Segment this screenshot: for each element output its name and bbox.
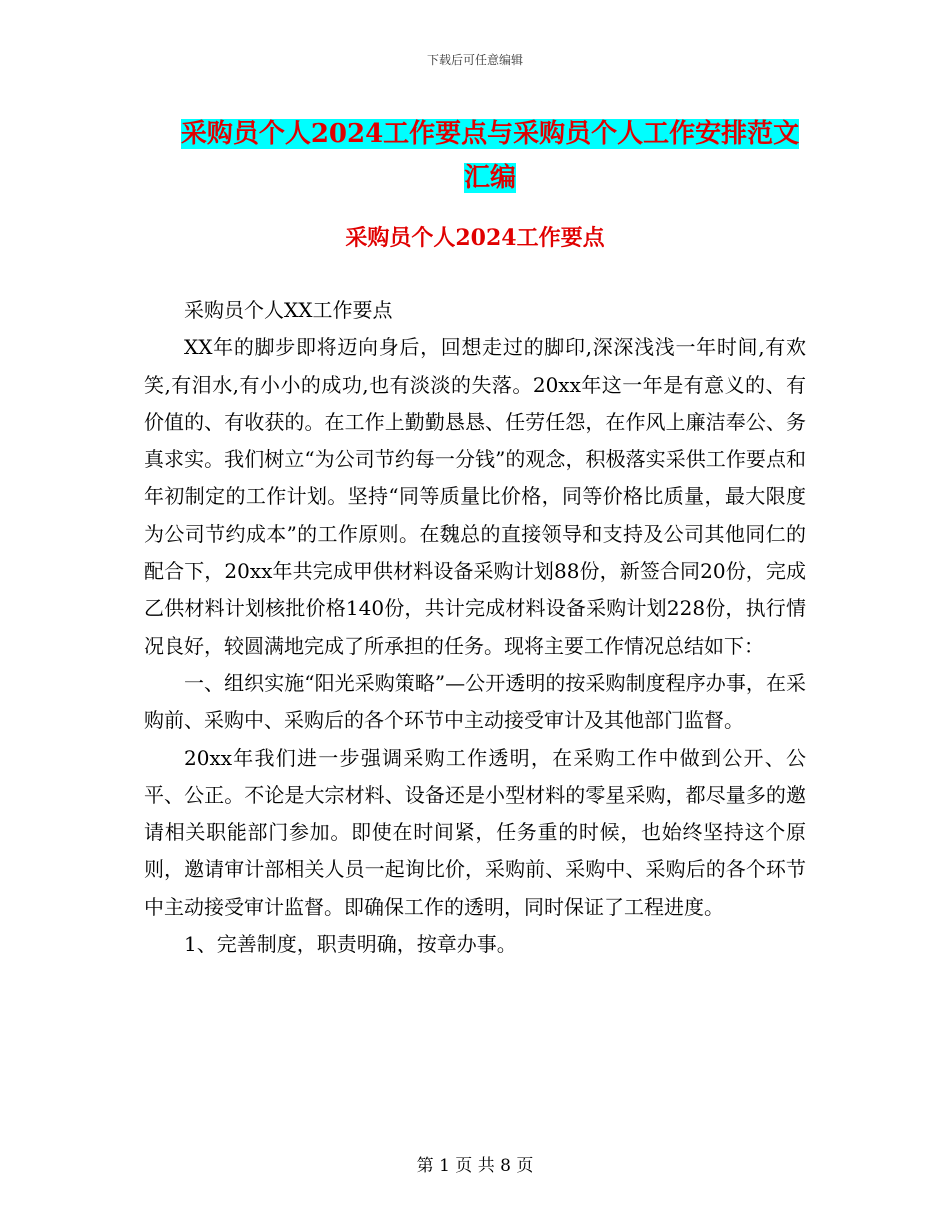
section-heading: 采购员个人2024工作要点 <box>345 225 605 251</box>
document-title <box>150 112 830 200</box>
paragraph-point-one: 一、组织实施“阳光采购策略”—公开透明的按采购制度程序办事，在采购前、采购中、采购后的各个环节中主动接受审计及其他部门监督。 <box>144 670 806 733</box>
document-title-line2: 汇编 <box>463 163 516 193</box>
paragraph-subtitle: 采购员个人XX工作要点 <box>184 298 393 322</box>
document-body <box>144 292 806 963</box>
document-title-line1: 采购员个人2024工作要点与采购员个人工作安排范文 <box>180 119 800 149</box>
paragraph-intro: XX年的脚步即将迈向身后，回想走过的脚印,深深浅浅一年时间,有欢笑,有泪水,有小小的成功,也有淡淡的失落。20xx年这一年是有意义的、有价值的、有收获的。在工作上勤勤恳恳、任劳任怨，在作风上廉洁奉公、务真求实。我们树立“为公司节约每一分钱”的观念，积极落实采供工作要点和年初制定的工作计划。坚持“同等质量比价格，同等价格比质量，最大限度为公司节约成本”的工作原则。在魏总的直接领导和支持及公司其他同仁的配合下，20xx年共完成甲供材料设备采购计划88份，新签合同20份，完成乙供材料计划核批价格140份，共计完成材料设备采购计划228份，执行情况良好，较圆满地完成了所承担的任务。现将主要工作情况总结如下： <box>144 335 806 658</box>
paragraph-subpoint-one: 1、完善制度，职责明确，按章办事。 <box>184 932 517 957</box>
page-footer-number: 第 1 页 共 8 页 <box>416 1156 534 1176</box>
page-header-note: 下载后可任意编辑 <box>426 53 523 67</box>
paragraph-transparency: 20xx年我们进一步强调采购工作透明，在采购工作中做到公开、公平、公正。不论是大宗材料、设备还是小型材料的零星采购，都尽量多的邀请相关职能部门参加。即使在时间紧，任务重的时候，也始终坚持这个原则，邀请审计部相关人员一起询比价，采购前、采购中、采购后的各个环节中主动接受审计监督。即确保工作的透明，同时保证了工程进度。 <box>144 745 806 919</box>
